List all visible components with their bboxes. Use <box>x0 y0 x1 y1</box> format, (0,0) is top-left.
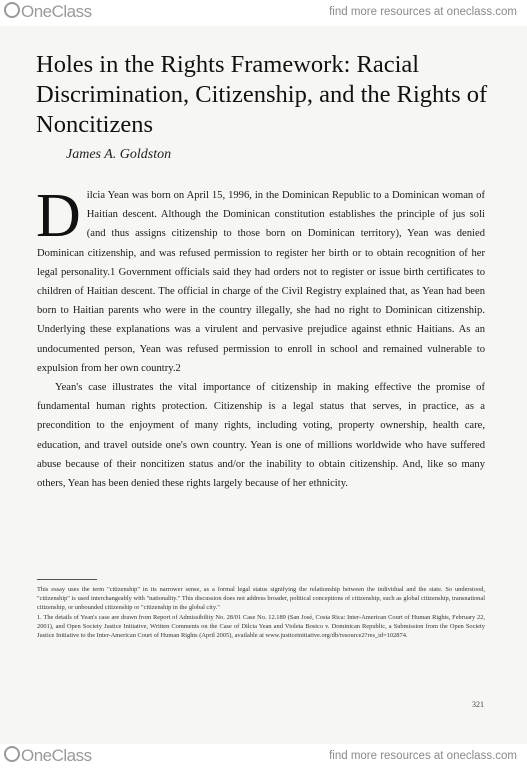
footnote-divider <box>37 579 97 580</box>
paragraph-1 <box>36 182 485 378</box>
footnotes <box>37 585 485 640</box>
article-body <box>36 182 485 493</box>
paragraph-1-text: ilcia Yean was born on April 15, 1996, in the Dominican Republic to a Dominican woman of Haitian descent. Although the Dominican constitution establishes the principle of jus soli (and thus assigns citizenship to those born on Dominican territory), Yean was denied Dominican citizenship, and was refused permission to register her birth or to obtain recognition of her legal personality.1 Government officials said they had orders not to register or issue birth certificates to children of Haitian descent. The official in charge of the Civil Registry explained that, as Yean had been born to Haitian parents who were in the country illegally, she had no right to Dominican citizenship. Underlying these explanations was a virulent and pervasive prejudice against ethnic Haitians. As an undocumented person, Yean was refused permission to enroll in school and remained vulnerable to expulsion from her own country.2 <box>37 190 485 374</box>
bottom-banner <box>0 744 527 770</box>
logo-text: OneClass <box>21 746 92 765</box>
document-page <box>0 26 527 744</box>
oneclass-logo[interactable] <box>4 2 92 22</box>
resources-link[interactable]: find more resources at oneclass.com <box>329 6 517 18</box>
page-number: 321 <box>472 700 484 709</box>
paragraph-2: Yean's case illustrates the vital importance of citizenship in making effective the promise of fundamental human rights protection. Citizenship is a legal status that serves, in practice, as a precondition to the enjoyment of many rights, including voting, property ownership, health care, education, and travel outside one's own country. Yean is one of millions worldwide who have suffered abuse because of their noncitizen status and/or the inability to obtain citizenship. And, like so many others, Yean has been denied these rights largely because of her ethnicity. <box>37 382 485 490</box>
footnote-2: 1. The details of Yean's case are drawn from Report of Admissibility No. 28/01 Case No. 12.189 (San José, Costa Rica: Inter-American Court of Human Rights, February 22, 2001), and Open Society Justice Initiative, Written Comments on the Case of Dilcia Yean and Violeta Bosico v. Dominican Republic, a Submission from the Open Society Justice Initiative to the Inter-American Court of Human Rights (April 2005), available at www.justiceinitiative.org/db/resource2?res_id=102874. <box>37 613 485 640</box>
top-banner <box>0 0 527 26</box>
logo-ring-icon <box>4 2 20 18</box>
article-author: James A. Goldston <box>66 147 172 162</box>
oneclass-logo-bottom[interactable] <box>4 746 92 766</box>
footnote-1: This essay uses the term "citizenship" in its narrower sense, as a formal legal status signifying the relationship between the individual and the state. So understood, "citizenship" is used interchangeably with "nationality." This discussion does not address broader, political conceptions of citizenship, such as global citizenship, transnational citizenship, or unbounded citizenship or "citizenship in the global city." <box>37 586 485 612</box>
logo-ring-icon <box>4 746 20 762</box>
article-title: Holes in the Rights Framework: Racial Discrimination, Citizenship, and the Rights of Noncitizens <box>36 51 488 138</box>
logo-text: OneClass <box>21 2 92 21</box>
drop-cap: D <box>36 182 81 250</box>
resources-link-bottom[interactable]: find more resources at oneclass.com <box>329 750 517 762</box>
